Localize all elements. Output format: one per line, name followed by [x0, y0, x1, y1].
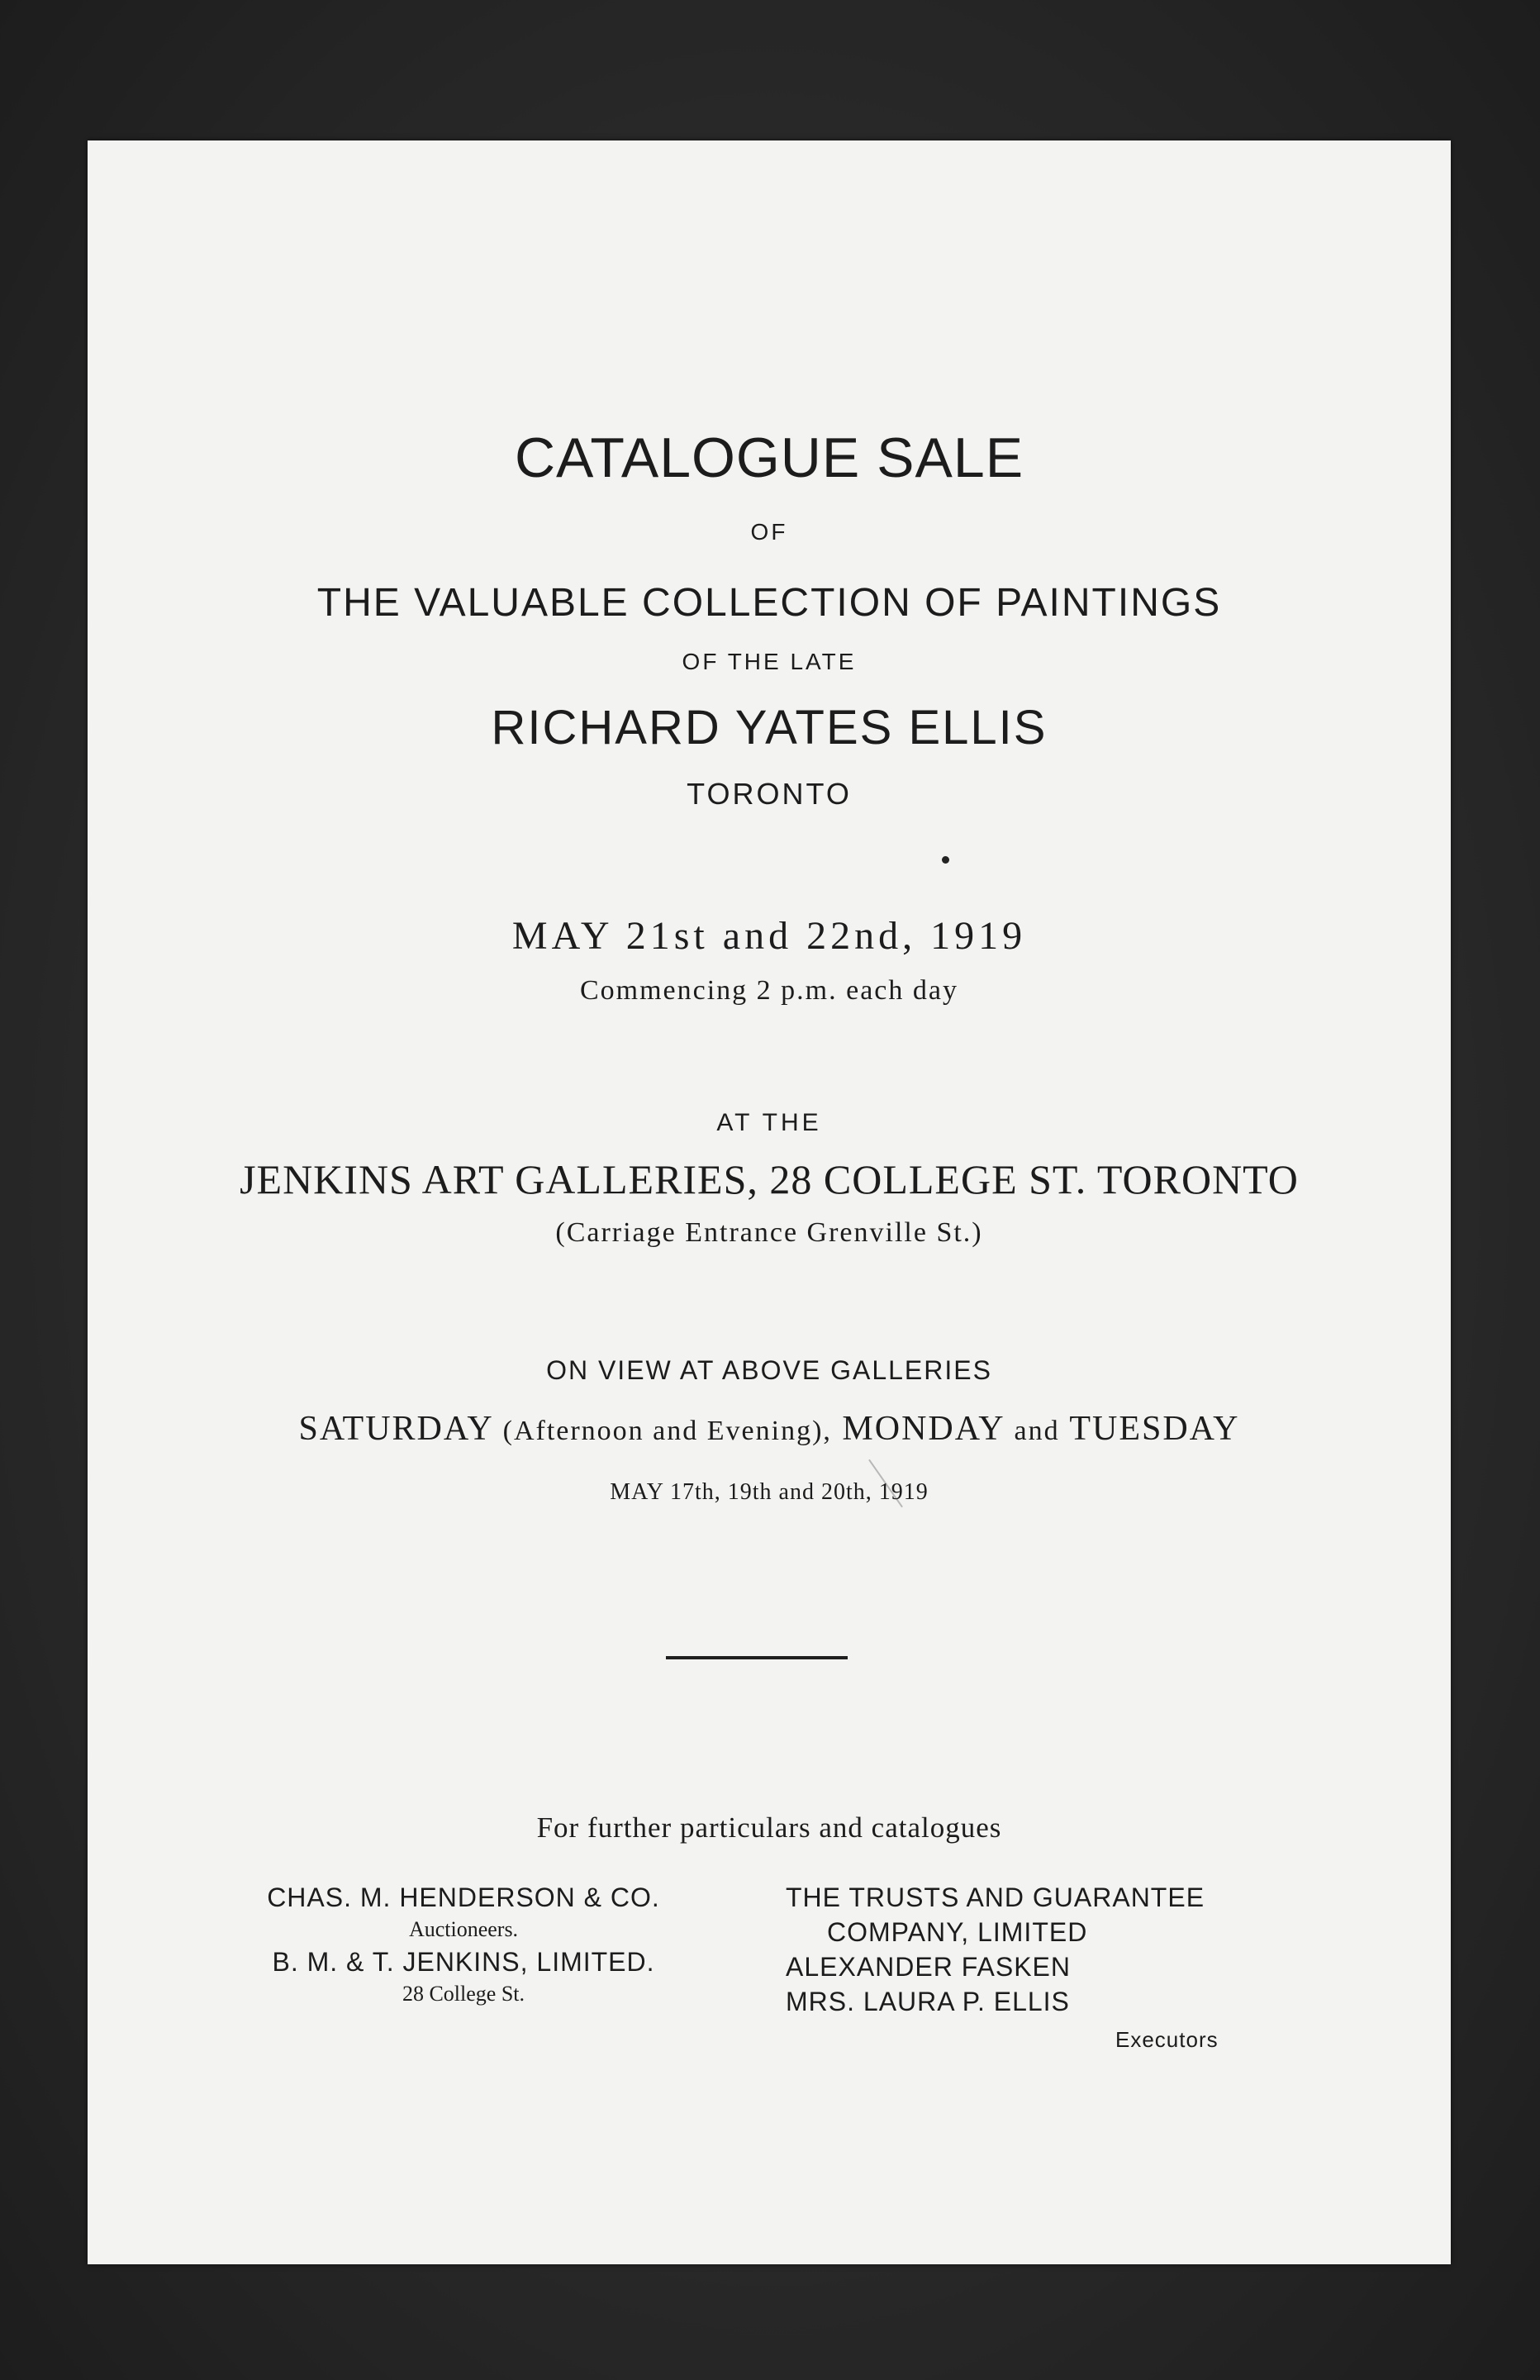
carriage-entrance: (Carriage Entrance Grenville St.) — [555, 1217, 983, 1248]
auctioneer-role: Auctioneers. — [408, 1917, 519, 1941]
executor-ellis: MRS. LAURA P. ELLIS — [786, 1987, 1070, 2016]
of-label: OF — [750, 519, 788, 545]
gallery-company-address: 28 College St. — [402, 1982, 525, 2006]
gallery-company: B. M. & T. JENKINS, LIMITED. — [272, 1947, 655, 1977]
ornament-dot — [942, 856, 949, 864]
auctioneers-column — [212, 1880, 715, 2009]
view-dates: MAY 17th, 19th and 20th, 1919 — [610, 1479, 929, 1505]
gallery-address: JENKINS ART GALLERIES, 28 COLLEGE ST. TORONTO — [240, 1156, 1299, 1202]
at-the-label: AT THE — [716, 1109, 822, 1136]
view-day-and: and — [1014, 1416, 1060, 1446]
view-day-tuesday: TUESDAY — [1069, 1410, 1240, 1448]
further-particulars: For further particulars and catalogues — [536, 1811, 1002, 1844]
catalogue-page — [88, 140, 1451, 2264]
view-days — [88, 1409, 1451, 1449]
executor-trust-company-cont: COMPANY, LIMITED — [827, 1917, 1088, 1947]
commencing-time: Commencing 2 p.m. each day — [579, 975, 958, 1006]
view-day-monday: MONDAY — [842, 1410, 1004, 1448]
executor-fasken: ALEXANDER FASKEN — [786, 1952, 1071, 1982]
auctioneer-name: CHAS. M. HENDERSON & CO. — [267, 1883, 660, 1912]
executors-column — [786, 1880, 1364, 2019]
collector-city: TORONTO — [687, 777, 852, 811]
view-day-saturday: SATURDAY — [298, 1410, 493, 1448]
divider-rule — [666, 1656, 848, 1659]
view-day-saturday-note: (Afternoon and Evening), — [502, 1416, 832, 1446]
executor-trust-company: THE TRUSTS AND GUARANTEE — [786, 1883, 1205, 1912]
collection-heading: THE VALUABLE COLLECTION OF PAINTINGS — [316, 581, 1222, 625]
sale-dates: MAY 21st and 22nd, 1919 — [511, 914, 1027, 958]
of-the-late-label: OF THE LATE — [682, 649, 857, 674]
on-view-heading: ON VIEW AT ABOVE GALLERIES — [546, 1355, 992, 1385]
collector-name: RICHARD YATES ELLIS — [491, 701, 1048, 754]
executors-label: Executors — [1115, 2027, 1219, 2052]
page-title: CATALOGUE SALE — [514, 426, 1024, 489]
